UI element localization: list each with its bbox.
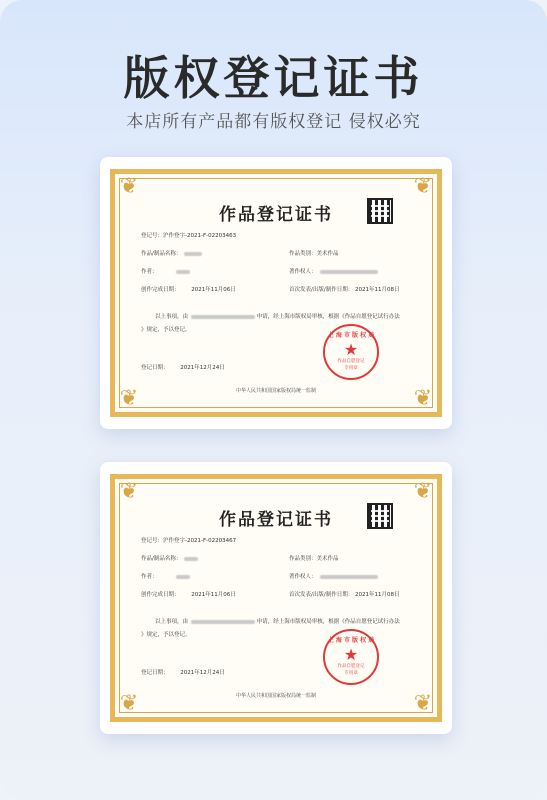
- work-name-row: 作品/制品名称：: [141, 249, 202, 257]
- ornament-icon: ❦: [413, 386, 433, 411]
- published-date-row: 首次发表/出版/制作日期： 2021年11月08日: [289, 287, 400, 293]
- redacted-text: [184, 252, 202, 256]
- certificate-title: 作品登记证书: [219, 510, 333, 530]
- reg-no-row: 登记号：沪作登字-2021-F-02203467: [141, 538, 237, 544]
- redacted-text: [320, 575, 378, 579]
- ornament-icon: ❦: [119, 174, 139, 199]
- ornament-icon: ❦: [413, 174, 433, 199]
- redacted-text: [176, 575, 190, 579]
- official-seal: 上 海 市 版 权 局 ★ 作品自愿登记 专用章: [323, 324, 379, 380]
- certificate-title: 作品登记证书: [219, 205, 333, 225]
- ornament-icon: ❦: [413, 479, 433, 504]
- certificate-frame: [110, 169, 442, 417]
- work-type-row: 作品类别：美术作品: [289, 556, 339, 562]
- certificate-card[interactable]: [100, 462, 452, 734]
- published-date-row: 首次发表/出版/制作日期： 2021年11月08日: [289, 592, 400, 598]
- page-subtitle: 本店所有产品都有版权登记 侵权必究: [126, 112, 421, 132]
- body-line-1: 以上事项，由 申请，经上海市版权局审核，根据《作品自愿登记试行办法: [155, 314, 400, 320]
- ornament-icon: ❦: [119, 386, 139, 411]
- reg-no-row: 登记号：沪作登字-2021-F-02203463: [141, 233, 237, 239]
- reg-date-row: 登记日期： 2021年12月24日: [141, 365, 225, 371]
- redacted-text: [191, 620, 255, 624]
- ornament-icon: ❦: [119, 479, 139, 504]
- ornament-icon: ❦: [413, 691, 433, 716]
- star-icon: ★: [343, 340, 359, 359]
- redacted-text: [191, 315, 255, 319]
- star-icon: ★: [343, 645, 359, 664]
- official-seal: 上 海 市 版 权 局 ★ 作品自愿登记 专用章: [323, 629, 379, 685]
- body-line-2: 》规定，予以登记。: [141, 632, 191, 638]
- certificate-card[interactable]: [100, 157, 452, 429]
- qr-code-icon: [367, 198, 393, 224]
- certificate-footer: 中华人民共和国国家版权局统一监制: [235, 388, 316, 394]
- qr-code-icon: [367, 503, 393, 529]
- work-type-row: 作品类别：美术作品: [289, 251, 339, 257]
- redacted-text: [184, 557, 198, 561]
- created-date-row: 创作完成日期： 2021年11月06日: [141, 287, 236, 293]
- reg-date-row: 登记日期： 2021年12月24日: [141, 670, 225, 676]
- author-row: 作者：: [141, 267, 190, 275]
- redacted-text: [176, 270, 190, 274]
- certificate-frame: [110, 474, 442, 722]
- author-row: 作者：: [141, 572, 190, 580]
- certificate-footer: 中华人民共和国国家版权局统一监制: [235, 693, 316, 699]
- owner-row: 著作权人：: [289, 267, 378, 275]
- work-name-row: 作品/制品名称：: [141, 554, 198, 562]
- owner-row: 著作权人：: [289, 572, 378, 580]
- page-title: 版权登记证书: [123, 51, 424, 105]
- body-line-2: 》规定，予以登记。: [141, 327, 191, 333]
- ornament-icon: ❦: [119, 691, 139, 716]
- redacted-text: [320, 270, 378, 274]
- created-date-row: 创作完成日期： 2021年11月06日: [141, 592, 236, 598]
- body-line-1: 以上事项，由 申请，经上海市版权局审核，根据《作品自愿登记试行办法: [155, 619, 400, 625]
